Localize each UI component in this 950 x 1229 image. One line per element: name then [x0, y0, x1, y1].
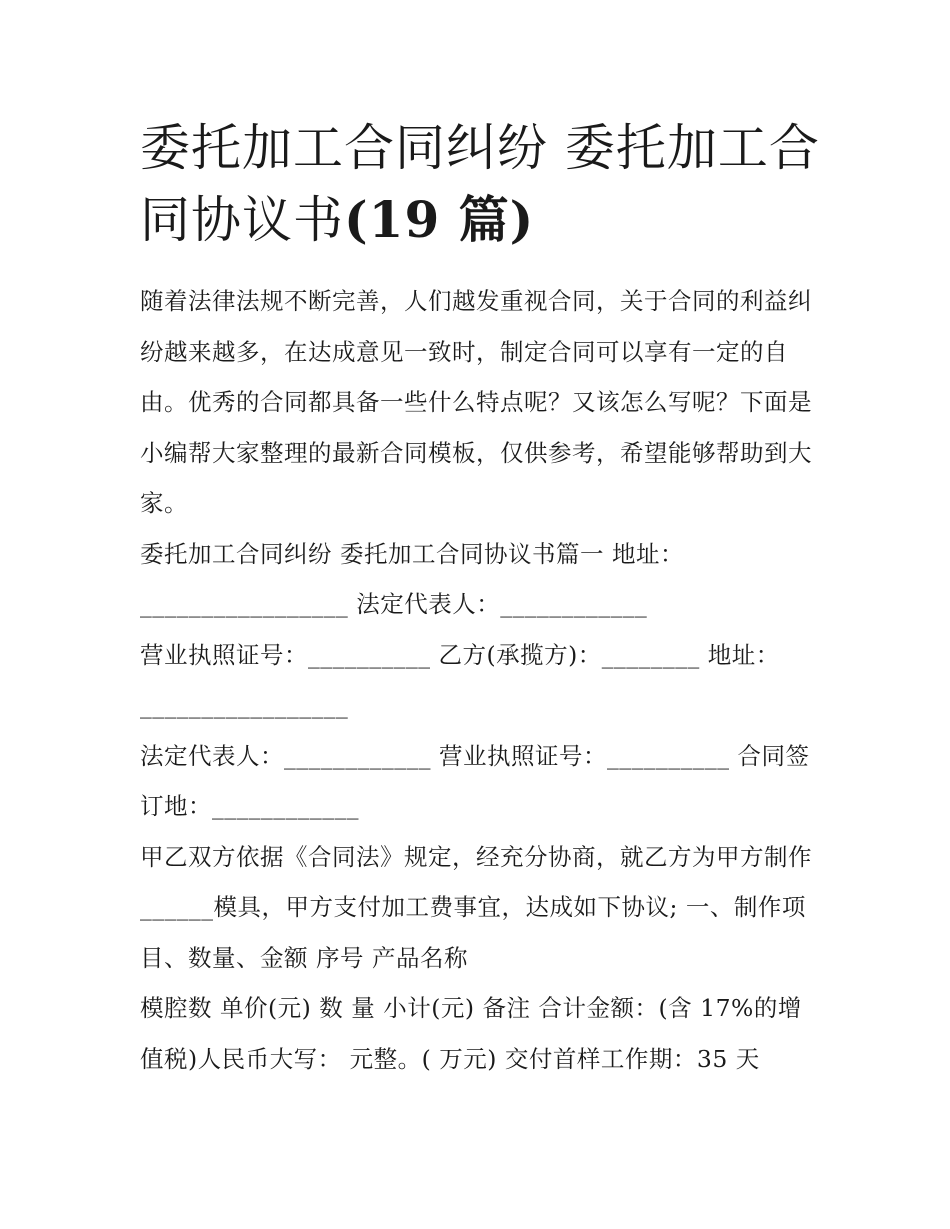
representative-line: _________________ 法定代表人：____________ [140, 590, 648, 618]
license-party-b-line: 营业执照证号：__________ 乙方(承揽方)：________ 地址：_________________ [140, 640, 780, 719]
section-heading-line: 委托加工合同纠纷 委托加工合同协议书篇一 地址： [140, 539, 684, 568]
representative-license-place-line: 法定代表人：____________ 营业执照证号：__________ 合同签订地：____________ [140, 741, 810, 820]
document-body [140, 276, 820, 1084]
title-count: (19 篇) [344, 190, 535, 249]
intro-paragraph: 随着法律法规不断完善，人们越发重视合同，关于合同的利益纠纷越来越多，在达成意见一致时，制定合同可以享有一定的自由。优秀的合同都具备一些什么特点呢？又该怎么写呢？下面是小编帮大家整理的最新合同模板，仅供参考，希望能够帮助到大家。 [140, 287, 812, 517]
items-amount-paragraph: 模腔数 单价(元) 数 量 小计(元) 备注 合计金额：(含 17%的增值税)人民币大写： 元整。( 万元) 交付首样工作期：35 天 [140, 994, 802, 1073]
title-main: 委托加工合同纠纷 委托加工合同协议书 [140, 119, 820, 249]
document-title [140, 112, 820, 256]
agreement-paragraph: 甲乙双方依据《合同法》规定，经充分协商，就乙方为甲方制作______模具，甲方支付加工费事宜，达成如下协议; 一、制作项目、数量、金额 序号 产品名称 [140, 842, 812, 972]
